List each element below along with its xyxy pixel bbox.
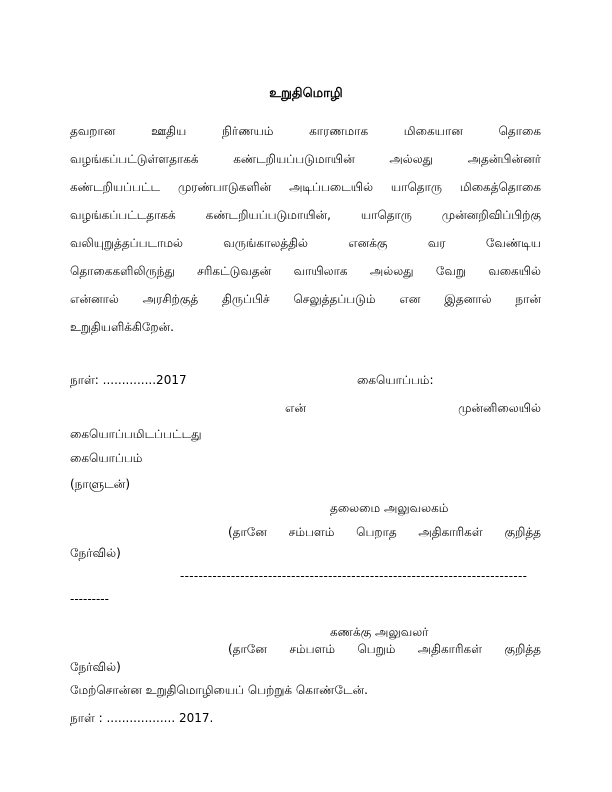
paragraph-line: வழங்கப்பட்டதாகக் கண்டறியப்படுமாயின், யாதொரு முன்னறிவிப்பிற்கு — [70, 208, 541, 222]
dash-line2: --------- — [70, 592, 109, 606]
accounts-officer: கணக்கு அலுவலர் — [330, 625, 429, 639]
note2-line1: (தானே சம்பளம் பெறும் அதிகாரிகள் குறித்த — [228, 642, 541, 656]
paragraph-line: தவறான ஊதிய நிர்ணயம் காரணமாக மிகையான தொகை — [70, 124, 541, 138]
signature2: கையொப்பம் — [70, 451, 143, 465]
paragraph-line: தொகைகளிலிருந்து சரிகட்டுவதன் வாயிலாக அல்லது வேறு வகையில் — [70, 264, 541, 278]
paragraph-line: உறுதியளிக்கிறேன். — [70, 320, 174, 334]
paragraph-line: என்னால் அரசிற்குத் திருப்பிச் செலுத்தப்படும் என இதனால் நான் — [70, 292, 541, 306]
paragraph-line: வழங்கப்பட்டுள்ளதாகக் கண்டறியப்படுமாயின் அல்லது அதன்பின்னர் — [70, 152, 541, 166]
note1-line1: (தானே சம்பளம் பெறாத அதிகாரிகள் குறித்த — [228, 525, 541, 539]
note1-line2: நேர்வில்) — [70, 546, 121, 560]
note2-line2: நேர்வில்) — [70, 660, 121, 674]
signature-label: கையொப்பம்: — [357, 373, 434, 387]
date-label-2: நாள் : .................. 2017. — [70, 711, 214, 725]
received-text: மேற்சொன்ன உறுதிமொழியைப் பெற்றுக் கொண்டேன். — [70, 683, 368, 697]
date-label: நாள்: ..............2017 — [70, 373, 187, 387]
head-office: தலைமை அலுவலகம் — [330, 501, 449, 515]
signed-label: கையொப்பமிடப்பட்டது — [70, 427, 202, 441]
presence-right: முன்னிலையில் — [458, 401, 541, 415]
presence-left: என் — [285, 401, 306, 415]
paragraph-line: வலியுறுத்தப்படாமல் வருங்காலத்தில் எனக்கு வர வேண்டிய — [70, 236, 541, 250]
paragraph-line: கண்டறியப்பட்ட முரண்பாடுகளின் அடிப்படையில் யாதொரு மிகைத்தொகை — [70, 180, 541, 194]
dash-line: --------------------------------------------------------------------------- — [180, 569, 528, 583]
with-date: (நாளுடன்) — [70, 477, 130, 491]
page-title: உறுதிமொழி — [269, 86, 343, 101]
